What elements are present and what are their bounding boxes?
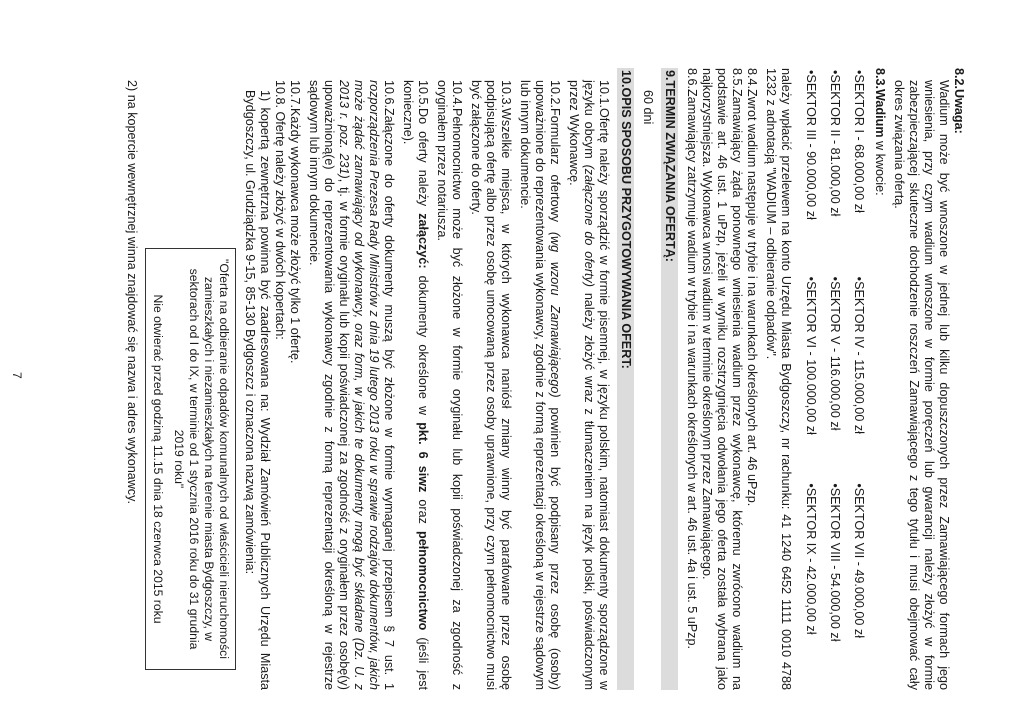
section-10-5 — [400, 68, 430, 690]
section-10-1-text-end: należy złożyć wraz z tłumaczeniem na język polski, poświadczonym przez Wykonawcę. — [567, 80, 596, 690]
section-10-2-note: (wg wzoru Zamawiającego) — [548, 231, 562, 398]
section-10-5-text: 10.5.Do oferty należy — [416, 80, 430, 214]
section-10-6-regulation: rozporządzenia Prezesa Rady Ministrów z dnia 19 lutego 2013 roku w sprawie rodzajów dokumentów, jakich może żądać zamawiający od wykonawcy, oraz form, w jakich te dokumenty mogą być składane (Dz. U. z 2013 r. poz. 231) — [337, 80, 381, 690]
section-9-heading: 9.TERMIN ZWIĄZANIA OFERTĄ: — [661, 68, 678, 690]
sector-amount: • SEKTOR IV - 115.000,00 zł — [851, 277, 866, 484]
section-10-7: 10.7.Każdy wykonawca może złożyć tylko 1 ofertę. — [288, 80, 302, 364]
section-8-6: 8.6.Zamawiający zatrzymuje wadium w trybie i na warunkach określonych w art. 46 ust. 4a i ust. 5 uPzp. — [685, 68, 699, 649]
section-8-3-intro: w kwocie: — [873, 137, 887, 196]
section-10-1-text: 10.1.Ofertę należy sporządzić w formie pisemnej, w języku polskim, natomiast dokumenty sporządzone w języku obcym — [582, 80, 611, 690]
envelope-label-box — [145, 248, 236, 670]
section-8-2-text: Wadium może być wnoszone w jednej lub kilku dopuszczonych przez Zamawiającego formach jego wniesienia, przy czym wadium wnoszone w formie poręczeń lub gwarancji należy złożyć w formie zabezpieczającej skuteczne dochodzenie roszczeń Zamawiającego z tego tytułu i musi obejmować cały okres związania ofertą. — [892, 80, 951, 690]
section-10-5-poa: pełnomocnictwo — [416, 531, 430, 631]
section-10-1 — [566, 68, 611, 690]
section-10-2-text: 10.2.Formularz ofertowy — [548, 80, 562, 232]
envelope-inner-item: 2) na kopercie wewnętrznej winna znajdować się nazwa i adres wykonawcy. — [125, 80, 139, 504]
section-10-8: 10.8. Ofertę należy złożyć w dwóch kopertach: — [273, 80, 287, 340]
section-10-6 — [306, 68, 396, 690]
wadium-sector-list — [803, 68, 866, 690]
section-10-6-text-end: , tj. w formie oryginału lub kopii poświadczonej za zgodność z oryginałem przez osobę(y) upoważnioną(e) do reprezentowania wykonawcy zgodnie z formą reprezentacji określoną w rejestrze sądowym lub innym dokumencie. — [307, 80, 351, 690]
sector-amount: • SEKTOR I - 68.000,00 zł — [851, 70, 866, 277]
sector-amount: • SEKTOR V - 116.000,00 zł — [827, 277, 842, 484]
envelope-label-text: "Oferta na odbieranie odpadów komunalnych od właścicieli nieruchomości zamieszkałych i niezamieszkałych na terenie miasta Bydgoszczy, w sektorach od I do IX, w terminie od 1 stycznia 2016 roku do 31 grudnia 2019 roku" — [172, 259, 231, 659]
section-10-4: 10.4.Pełnomocnictwo może być złożone w formie oryginału lub kopii poświadczonej za zgodność z oryginałem przez notariusza. — [435, 80, 464, 690]
section-10-2 — [517, 68, 562, 690]
section-10-5-text-end: (jeśli jest konieczne). — [401, 80, 430, 690]
sector-amount: • SEKTOR VII - 49.000,00 zł — [851, 483, 866, 690]
sector-amount: • SEKTOR VI - 100.000,00 zł — [803, 277, 818, 484]
section-8-4: 8.4.Zwrot wadium następuje w trybie i na warunkach określonych art. 46 uPzp. — [745, 68, 759, 507]
sector-amount: • SEKTOR VIII - 54.000,00 zł — [827, 483, 842, 690]
binding-period-value: 60 dni — [641, 90, 655, 125]
section-10-heading: 10.OPIS SPOSOBU PRZYGOTOWYWANIA OFERT: — [617, 68, 634, 690]
section-10-3: 10.3.Wszelkie miejsca, w których wykonawca naniósł zmiany winny być parafowane przez osobę podpisującą ofertę albo przez osobę umocowaną przez osoby uprawnione, przy czym pełnomocnictwo musi być załączone do oferty. — [469, 80, 513, 690]
section-10-2-text-end: powinien być podpisany przez osobę (osoby) upoważnione do reprezentowania wykonawcy, zgodnie z formą reprezentacji określoną w rejestrze sądowym lub innym dokumencie. — [518, 80, 562, 690]
section-10-5-text-2: dokumenty określone w — [416, 268, 430, 423]
sector-amount: • SEKTOR II - 81.000,00 zł — [827, 70, 842, 277]
section-8-3-title: 8.3.Wadium — [873, 68, 887, 138]
section-10-5-bold: załączyć: — [416, 213, 430, 269]
sector-amount: • SEKTOR III - 90.000,00 zł — [803, 70, 818, 277]
section-10-6-text: 10.6.Załączone do oferty dokumenty muszą być złożone w formie wymaganej przepisem § 7 ust. 1 — [382, 80, 396, 690]
section-8-5: 8.5.Zamawiający żąda ponownego wniesienia wadium przez wykonawcę, któremu zwrócono wadium na podstawie art. 46 ust. 1 uPzp, jeżeli w wyniku rozstrzygnięcia odwołania jego oferta została wybrana jako najkorzystniejsza. Wykonawca wnosi wadium w terminie określonym przez Zamawiającego. — [700, 68, 744, 690]
section-10-1-note: (załączone do oferty) — [582, 164, 596, 287]
opening-deadline: Nie otwierać przed godziną 11.15 dnia 18 czerwca 2015 roku — [151, 294, 165, 624]
sector-amount: • SEKTOR IX - 42.000,00 zł — [803, 483, 818, 690]
section-8-2-title: 8.2.Uwaga: — [952, 68, 966, 134]
page-number: 7 — [10, 372, 24, 379]
section-10-5-ref: pkt. 6 siwz — [416, 422, 430, 493]
section-10-5-text-3: oraz — [416, 492, 430, 531]
section-8-3 — [763, 68, 887, 690]
envelope-outer-item: 1) kopertą zewnętrzna powinna być zaadresowana na: Wydział Zamówień Publicznych Urzędu Miasta Bydgoszczy, ul. Grudziądzka 9-15, 85-130 Bydgoszcz i oznaczona nazwą zamówienia: — [243, 90, 272, 690]
section-8-2 — [891, 68, 966, 690]
payment-instruction: należy wpłacić przelewem na konto Urzędu Miasta Bydgoszczy, nr rachunku: 41 1240 6452 1111 0010 4788 1232 z adnotacją "WADIUM – odbieranie odpadów". — [764, 68, 793, 690]
